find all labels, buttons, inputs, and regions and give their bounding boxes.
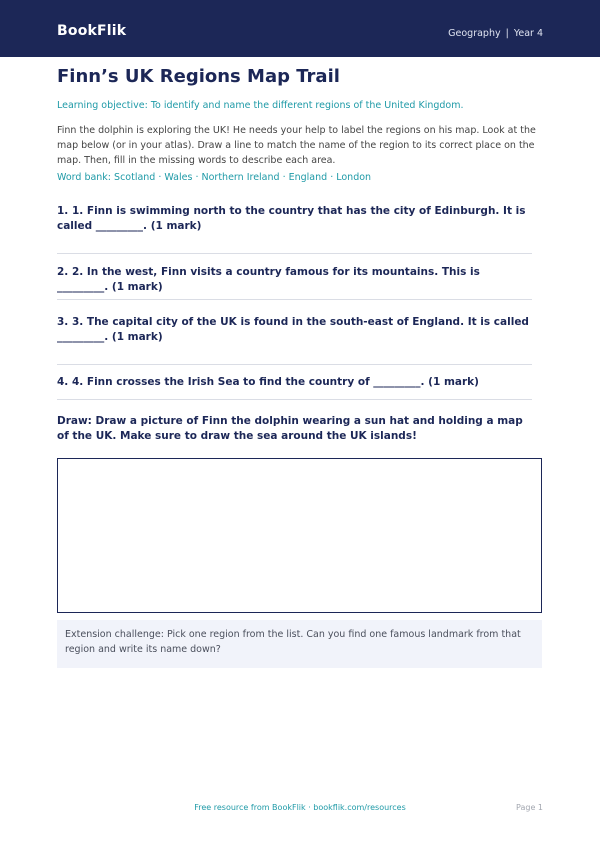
header-bar	[0, 0, 600, 57]
footer-credit: Free resource from BookFlik · bookflik.com/resources	[194, 803, 406, 812]
draw-prompt: Draw: Draw a picture of Finn the dolphin wearing a sun hat and holding a map of the UK. Make sure to draw the sea around the UK islands!	[57, 415, 523, 442]
question-1: 1. 1. Finn is swimming north to the country that has the city of Edinburgh. It is called _________. (1 mark)	[57, 205, 526, 232]
answer-line-2[interactable]	[57, 299, 532, 300]
drawing-box[interactable]	[57, 458, 542, 613]
meta-separator: |	[505, 28, 509, 39]
subject-label: Geography	[448, 28, 501, 39]
question-2: 2. 2. In the west, Finn visits a country famous for its mountains. This is _________. (1 mark)	[57, 266, 480, 293]
learning-objective: Learning objective: To identify and name the different regions of the United Kingdom.	[57, 100, 464, 111]
intro-text: Finn the dolphin is exploring the UK! He needs your help to label the regions on his map. Look at the map below (or in your atlas). Draw a line to match the name of the region to its correct place on the map. Then, fill in the missing words to describe each area.	[57, 125, 536, 166]
brand-logo: BookFlik	[57, 23, 127, 39]
answer-line-1[interactable]	[57, 253, 532, 254]
extension-challenge: Extension challenge: Pick one region from the list. Can you find one famous landmark from that region and write its name down?	[57, 620, 542, 668]
page-number: Page 1	[516, 803, 543, 812]
answer-line-3[interactable]	[57, 364, 532, 365]
page-title: Finn’s UK Regions Map Trail	[57, 66, 340, 87]
subject-year-label	[448, 28, 543, 39]
word-bank: Word bank: Scotland · Wales · Northern Ireland · England · London	[57, 172, 372, 183]
year-label: Year 4	[513, 28, 543, 39]
question-3: 3. 3. The capital city of the UK is found in the south-east of England. It is called _________. (1 mark)	[57, 316, 529, 343]
question-4: 4. 4. Finn crosses the Irish Sea to find the country of _________. (1 mark)	[57, 376, 479, 388]
answer-line-4[interactable]	[57, 399, 532, 400]
